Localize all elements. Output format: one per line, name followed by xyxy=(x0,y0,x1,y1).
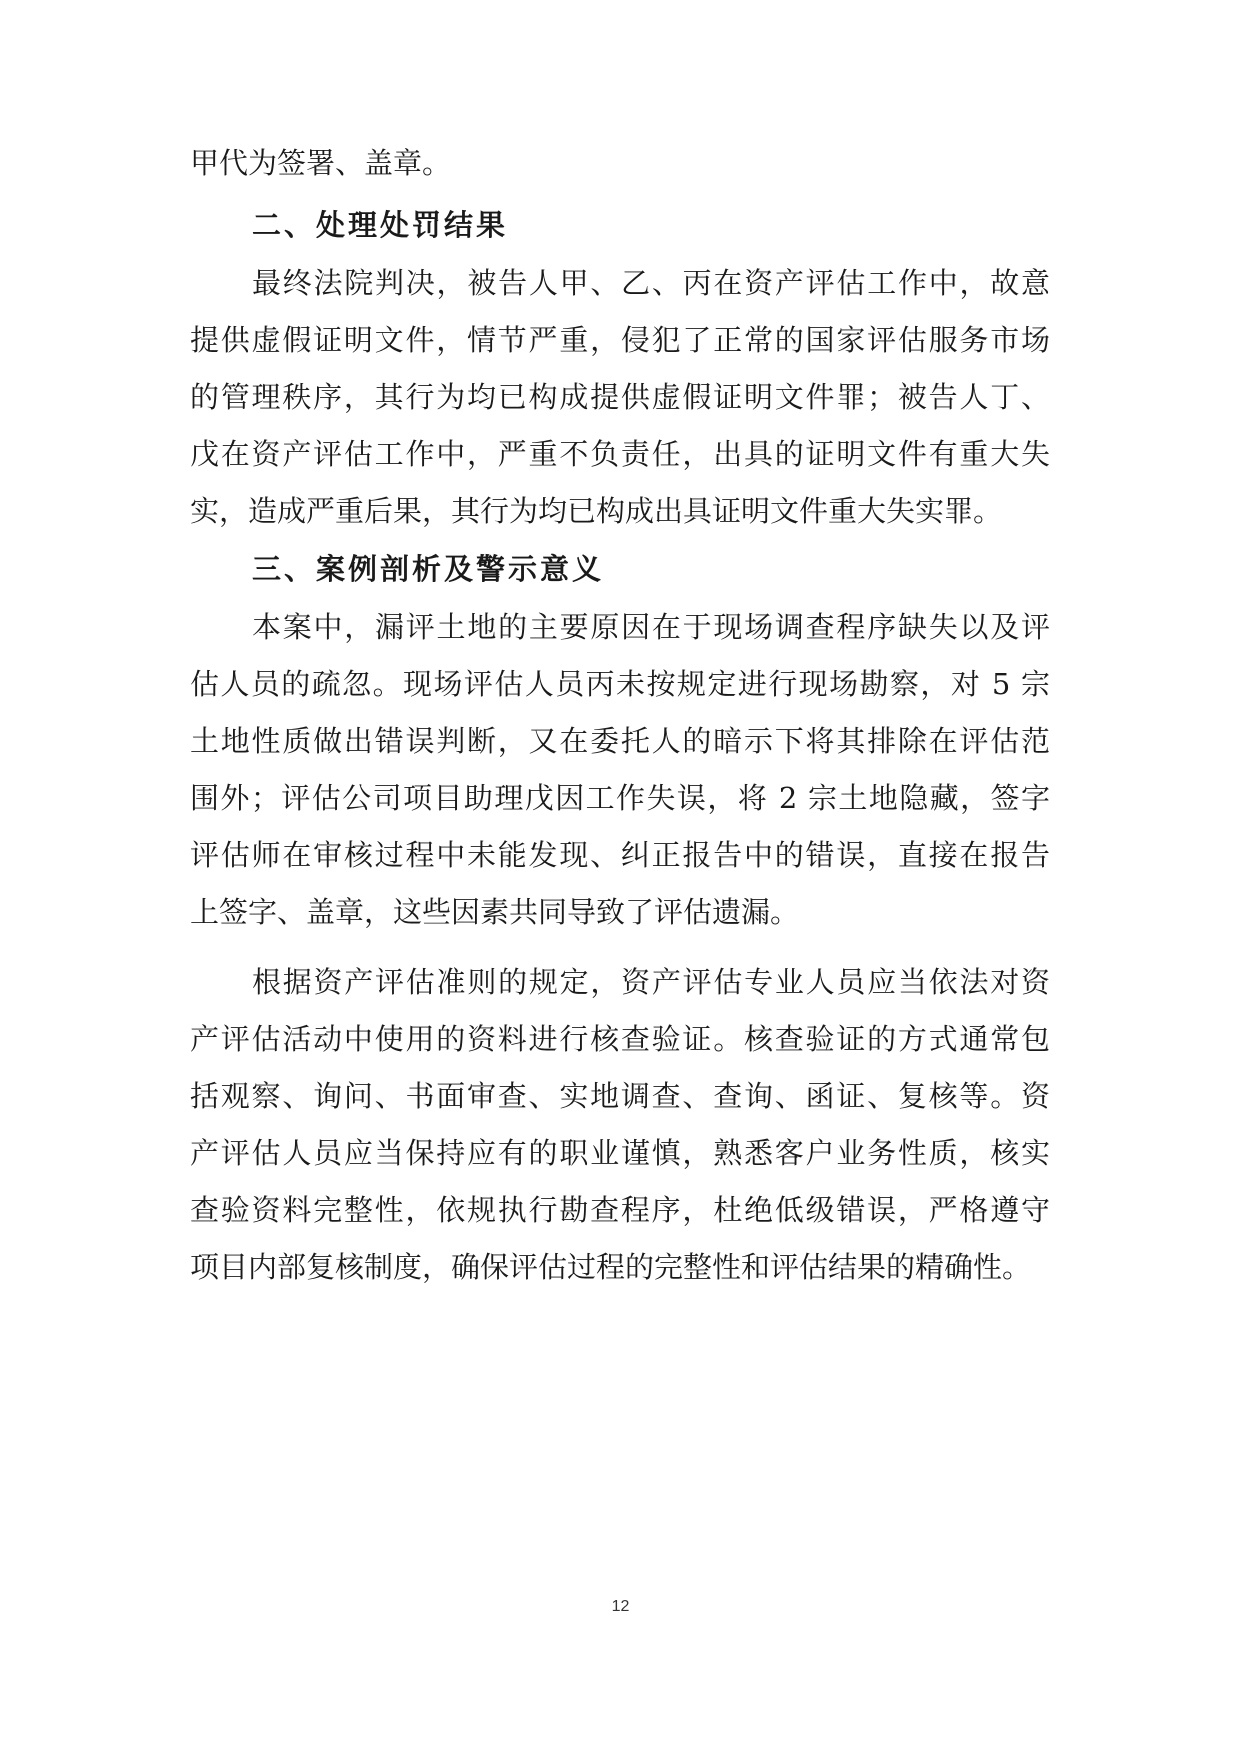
section-3-paragraph-2-line: 产评估活动中使用的资料进行核查验证。核查验证的方式通常包 xyxy=(190,1022,1050,1056)
section-3-paragraph-1-line: 上签字、盖章，这些因素共同导致了评估遗漏。 xyxy=(190,895,800,929)
page-number: 12 xyxy=(611,1598,630,1615)
section-3-paragraph-2-line: 括观察、询问、书面审查、实地调查、查询、函证、复核等。资 xyxy=(190,1079,1050,1113)
section-3-paragraph-2-line: 产评估人员应当保持应有的职业谨慎，熟悉客户业务性质，核实 xyxy=(190,1136,1050,1170)
section-3-paragraph-2-line: 根据资产评估准则的规定，资产评估专业人员应当依法对资 xyxy=(252,965,1050,999)
section-3-paragraph-2-line: 项目内部复核制度，确保评估过程的完整性和评估结果的精确性。 xyxy=(190,1250,1032,1284)
section-3-paragraph-1-line: 土地性质做出错误判断，又在委托人的暗示下将其排除在评估范 xyxy=(190,724,1050,758)
section-2-paragraph-line: 实，造成严重后果，其行为均已构成出具证明文件重大失实罪。 xyxy=(190,494,1003,528)
section-2-paragraph-line: 戊在资产评估工作中，严重不负责任，出具的证明文件有重大失 xyxy=(190,437,1050,471)
section-2-paragraph-line: 的管理秩序，其行为均已构成提供虚假证明文件罪；被告人丁、 xyxy=(190,380,1050,414)
section-heading-results: 二、处理处罚结果 xyxy=(252,208,509,242)
section-3-paragraph-1-line: 估人员的疏忽。现场评估人员丙未按规定进行现场勘察，对 5 宗 xyxy=(190,667,1050,701)
section-3-paragraph-2-line: 查验资料完整性，依规执行勘查程序，杜绝低级错误，严格遵守 xyxy=(190,1193,1050,1227)
section-2-paragraph-line: 最终法院判决，被告人甲、乙、丙在资产评估工作中，故意 xyxy=(252,266,1050,300)
section-3-paragraph-1-line: 围外；评估公司项目助理戊因工作失误，将 2 宗土地隐藏，签字 xyxy=(190,781,1050,815)
paragraph-intro-line: 甲代为签署、盖章。 xyxy=(190,146,452,180)
section-2-paragraph-line: 提供虚假证明文件，情节严重，侵犯了正常的国家评估服务市场 xyxy=(190,323,1050,357)
section-heading-analysis: 三、案例剖析及警示意义 xyxy=(252,552,605,586)
section-3-paragraph-1-line: 评估师在审核过程中未能发现、纠正报告中的错误，直接在报告 xyxy=(190,838,1050,872)
section-3-paragraph-1-line: 本案中，漏评土地的主要原因在于现场调查程序缺失以及评 xyxy=(252,610,1050,644)
